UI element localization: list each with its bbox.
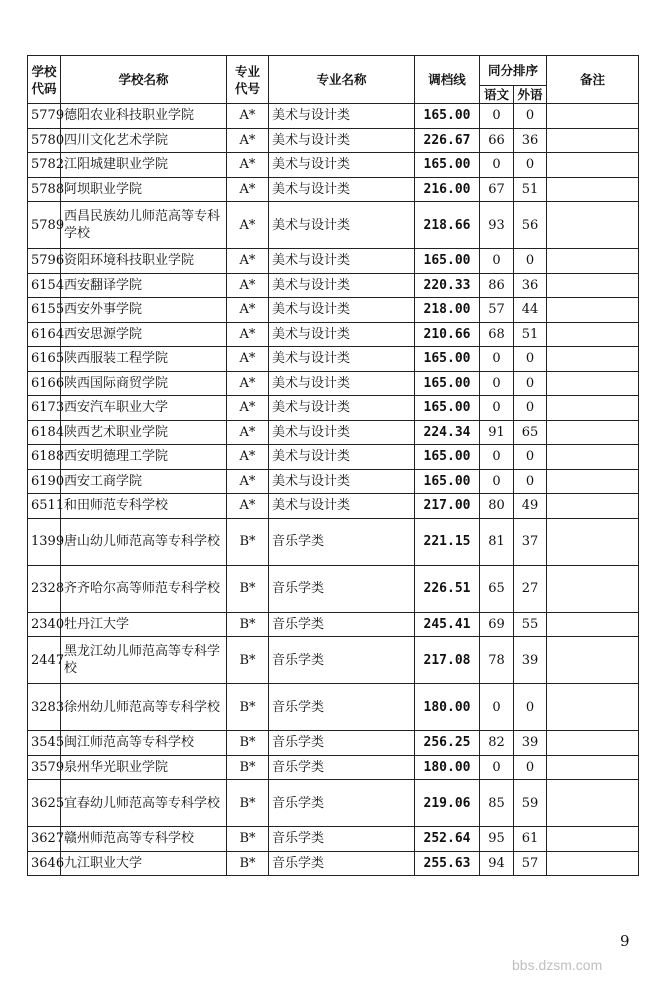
cell-foreign-rank: 57: [514, 851, 547, 876]
cell-major-name: 美术与设计类: [269, 469, 415, 494]
cell-school-code: 6166: [28, 371, 61, 396]
table-row: [28, 273, 639, 298]
cell-note: [547, 851, 639, 876]
cell-note: [547, 420, 639, 445]
table-row: [28, 420, 639, 445]
cell-foreign-rank: 0: [514, 396, 547, 421]
table-row: [28, 851, 639, 876]
cell-school-name: 陕西服装工程学院: [61, 347, 227, 372]
cell-school-name: 西安翻译学院: [61, 273, 227, 298]
cell-school-name: 和田师范专科学校: [61, 494, 227, 519]
cell-school-code: 2447: [28, 637, 61, 684]
table-row: [28, 494, 639, 519]
cell-school-code: 3627: [28, 827, 61, 852]
cell-score: 219.06: [415, 780, 480, 827]
cell-major-name: 美术与设计类: [269, 445, 415, 470]
cell-major-name: 美术与设计类: [269, 396, 415, 421]
table-row: [28, 249, 639, 274]
cell-chinese-rank: 66: [480, 128, 514, 153]
cell-school-code: 3625: [28, 780, 61, 827]
cell-school-code: 6155: [28, 298, 61, 323]
table-row: [28, 755, 639, 780]
cell-chinese-rank: 69: [480, 612, 514, 637]
cell-score: 218.66: [415, 202, 480, 249]
cell-school-code: 3545: [28, 731, 61, 756]
cell-note: [547, 565, 639, 612]
table-row: [28, 684, 639, 731]
table-row: [28, 637, 639, 684]
header-major-name: 专业名称: [269, 56, 415, 104]
cell-foreign-rank: 51: [514, 322, 547, 347]
cell-major-name: 美术与设计类: [269, 322, 415, 347]
cell-chinese-rank: 67: [480, 177, 514, 202]
cell-foreign-rank: 36: [514, 273, 547, 298]
cell-chinese-rank: 0: [480, 396, 514, 421]
cell-score: 217.08: [415, 637, 480, 684]
cell-major-name: 音乐学类: [269, 731, 415, 756]
cell-note: [547, 731, 639, 756]
cell-major-code: A*: [227, 371, 269, 396]
cell-school-name: 泉州华光职业学院: [61, 755, 227, 780]
cell-school-name: 黑龙江幼儿师范高等专科学校: [61, 637, 227, 684]
cell-foreign-rank: 44: [514, 298, 547, 323]
admission-table: [27, 55, 639, 876]
cell-chinese-rank: 0: [480, 684, 514, 731]
cell-note: [547, 494, 639, 519]
cell-score: 226.51: [415, 565, 480, 612]
cell-school-name: 西安外事学院: [61, 298, 227, 323]
cell-school-code: 6188: [28, 445, 61, 470]
cell-school-code: 6165: [28, 347, 61, 372]
cell-score: 165.00: [415, 249, 480, 274]
cell-major-name: 美术与设计类: [269, 371, 415, 396]
cell-score: 165.00: [415, 153, 480, 178]
cell-chinese-rank: 85: [480, 780, 514, 827]
cell-chinese-rank: 94: [480, 851, 514, 876]
cell-foreign-rank: 37: [514, 518, 547, 565]
cell-note: [547, 104, 639, 129]
cell-major-code: A*: [227, 153, 269, 178]
cell-score: 165.00: [415, 469, 480, 494]
cell-major-code: B*: [227, 827, 269, 852]
cell-major-code: A*: [227, 469, 269, 494]
cell-school-code: 6154: [28, 273, 61, 298]
header-foreign: 外语: [514, 86, 547, 104]
cell-foreign-rank: 0: [514, 469, 547, 494]
cell-note: [547, 371, 639, 396]
cell-major-name: 美术与设计类: [269, 273, 415, 298]
table-row: [28, 780, 639, 827]
cell-major-name: 音乐学类: [269, 827, 415, 852]
cell-school-code: 5788: [28, 177, 61, 202]
cell-school-name: 徐州幼儿师范高等专科学校: [61, 684, 227, 731]
cell-major-name: 美术与设计类: [269, 494, 415, 519]
cell-major-code: B*: [227, 851, 269, 876]
cell-school-name: 西安工商学院: [61, 469, 227, 494]
header-school-code: 学校代码: [28, 56, 61, 104]
cell-school-code: 6190: [28, 469, 61, 494]
cell-school-name: 牡丹江大学: [61, 612, 227, 637]
cell-score: 180.00: [415, 684, 480, 731]
cell-note: [547, 249, 639, 274]
cell-major-name: 美术与设计类: [269, 249, 415, 274]
cell-major-name: 音乐学类: [269, 518, 415, 565]
cell-school-code: 2340: [28, 612, 61, 637]
cell-note: [547, 637, 639, 684]
cell-score: 255.63: [415, 851, 480, 876]
cell-major-code: A*: [227, 298, 269, 323]
cell-major-code: A*: [227, 494, 269, 519]
table-row: [28, 518, 639, 565]
cell-major-code: B*: [227, 637, 269, 684]
cell-foreign-rank: 0: [514, 104, 547, 129]
header-school-name: 学校名称: [61, 56, 227, 104]
cell-note: [547, 396, 639, 421]
cell-school-name: 宜春幼儿师范高等专科学校: [61, 780, 227, 827]
cell-score: 210.66: [415, 322, 480, 347]
cell-note: [547, 322, 639, 347]
cell-major-name: 音乐学类: [269, 780, 415, 827]
table-row: [28, 128, 639, 153]
cell-school-code: 5796: [28, 249, 61, 274]
cell-major-code: A*: [227, 420, 269, 445]
cell-note: [547, 128, 639, 153]
cell-chinese-rank: 68: [480, 322, 514, 347]
cell-score: 180.00: [415, 755, 480, 780]
cell-note: [547, 755, 639, 780]
cell-score: 165.00: [415, 347, 480, 372]
table-row: [28, 347, 639, 372]
cell-major-code: A*: [227, 104, 269, 129]
cell-foreign-rank: 49: [514, 494, 547, 519]
cell-school-name: 四川文化艺术学院: [61, 128, 227, 153]
cell-score: 165.00: [415, 371, 480, 396]
cell-school-code: 3579: [28, 755, 61, 780]
cell-foreign-rank: 61: [514, 827, 547, 852]
cell-school-name: 赣州师范高等专科学校: [61, 827, 227, 852]
table-row: [28, 731, 639, 756]
cell-school-name: 闽江师范高等专科学校: [61, 731, 227, 756]
cell-score: 252.64: [415, 827, 480, 852]
table-row: [28, 445, 639, 470]
cell-school-code: 5789: [28, 202, 61, 249]
cell-note: [547, 202, 639, 249]
cell-school-code: 5779: [28, 104, 61, 129]
cell-school-name: 西安明德理工学院: [61, 445, 227, 470]
cell-school-code: 1399: [28, 518, 61, 565]
cell-foreign-rank: 0: [514, 445, 547, 470]
cell-major-name: 音乐学类: [269, 565, 415, 612]
cell-school-name: 唐山幼儿师范高等专科学校: [61, 518, 227, 565]
header-same-rank: 同分排序: [480, 56, 547, 86]
cell-major-code: A*: [227, 177, 269, 202]
cell-major-code: A*: [227, 128, 269, 153]
cell-school-name: 江阳城建职业学院: [61, 153, 227, 178]
cell-note: [547, 518, 639, 565]
cell-major-name: 美术与设计类: [269, 298, 415, 323]
cell-major-code: B*: [227, 612, 269, 637]
header-note: 备注: [547, 56, 639, 104]
cell-chinese-rank: 0: [480, 445, 514, 470]
cell-major-name: 音乐学类: [269, 851, 415, 876]
cell-note: [547, 684, 639, 731]
table-body: [28, 104, 639, 876]
cell-note: [547, 273, 639, 298]
cell-school-code: 3283: [28, 684, 61, 731]
cell-note: [547, 347, 639, 372]
cell-school-name: 资阳环境科技职业学院: [61, 249, 227, 274]
table-row: [28, 612, 639, 637]
cell-chinese-rank: 0: [480, 104, 514, 129]
header-chinese: 语文: [480, 86, 514, 104]
cell-score: 256.25: [415, 731, 480, 756]
cell-major-code: A*: [227, 347, 269, 372]
cell-major-code: A*: [227, 249, 269, 274]
cell-score: 217.00: [415, 494, 480, 519]
cell-school-name: 德阳农业科技职业学院: [61, 104, 227, 129]
cell-major-name: 音乐学类: [269, 755, 415, 780]
header-major-code: 专业代号: [227, 56, 269, 104]
cell-foreign-rank: 59: [514, 780, 547, 827]
cell-note: [547, 612, 639, 637]
cell-school-code: 6173: [28, 396, 61, 421]
table-row: [28, 371, 639, 396]
cell-score: 220.33: [415, 273, 480, 298]
cell-note: [547, 469, 639, 494]
cell-major-code: B*: [227, 518, 269, 565]
cell-major-name: 美术与设计类: [269, 177, 415, 202]
table-row: [28, 104, 639, 129]
cell-score: 245.41: [415, 612, 480, 637]
cell-foreign-rank: 36: [514, 128, 547, 153]
cell-major-code: B*: [227, 755, 269, 780]
cell-note: [547, 780, 639, 827]
cell-chinese-rank: 0: [480, 755, 514, 780]
cell-school-code: 3646: [28, 851, 61, 876]
cell-chinese-rank: 0: [480, 371, 514, 396]
cell-major-code: B*: [227, 684, 269, 731]
cell-chinese-rank: 65: [480, 565, 514, 612]
cell-major-name: 音乐学类: [269, 637, 415, 684]
cell-major-name: 音乐学类: [269, 612, 415, 637]
cell-chinese-rank: 91: [480, 420, 514, 445]
page-number: 9: [620, 932, 630, 950]
cell-school-code: 5782: [28, 153, 61, 178]
cell-foreign-rank: 51: [514, 177, 547, 202]
cell-score: 224.34: [415, 420, 480, 445]
table-row: [28, 177, 639, 202]
cell-school-name: 九江职业大学: [61, 851, 227, 876]
cell-foreign-rank: 0: [514, 249, 547, 274]
cell-note: [547, 827, 639, 852]
cell-school-name: 阿坝职业学院: [61, 177, 227, 202]
cell-major-code: A*: [227, 396, 269, 421]
cell-note: [547, 445, 639, 470]
cell-chinese-rank: 82: [480, 731, 514, 756]
cell-school-name: 西安思源学院: [61, 322, 227, 347]
table-row: [28, 202, 639, 249]
cell-school-code: 5780: [28, 128, 61, 153]
cell-foreign-rank: 27: [514, 565, 547, 612]
cell-foreign-rank: 39: [514, 731, 547, 756]
cell-foreign-rank: 0: [514, 684, 547, 731]
cell-note: [547, 177, 639, 202]
cell-foreign-rank: 55: [514, 612, 547, 637]
cell-major-code: A*: [227, 322, 269, 347]
cell-score: 165.00: [415, 104, 480, 129]
cell-chinese-rank: 0: [480, 347, 514, 372]
cell-score: 226.67: [415, 128, 480, 153]
cell-major-name: 美术与设计类: [269, 128, 415, 153]
cell-school-name: 齐齐哈尔高等师范专科学校: [61, 565, 227, 612]
cell-foreign-rank: 39: [514, 637, 547, 684]
cell-score: 216.00: [415, 177, 480, 202]
table-row: [28, 565, 639, 612]
cell-school-code: 2328: [28, 565, 61, 612]
cell-foreign-rank: 0: [514, 347, 547, 372]
cell-chinese-rank: 93: [480, 202, 514, 249]
cell-school-code: 6164: [28, 322, 61, 347]
table-row: [28, 298, 639, 323]
cell-major-name: 美术与设计类: [269, 347, 415, 372]
table-row: [28, 469, 639, 494]
cell-chinese-rank: 81: [480, 518, 514, 565]
cell-chinese-rank: 0: [480, 153, 514, 178]
cell-major-code: A*: [227, 273, 269, 298]
cell-chinese-rank: 0: [480, 469, 514, 494]
site-watermark: bbs.dzsm.com: [512, 957, 603, 973]
cell-foreign-rank: 0: [514, 371, 547, 396]
cell-major-name: 美术与设计类: [269, 420, 415, 445]
cell-note: [547, 298, 639, 323]
cell-major-name: 音乐学类: [269, 684, 415, 731]
cell-score: 165.00: [415, 396, 480, 421]
header-score: 调档线: [415, 56, 480, 104]
cell-score: 165.00: [415, 445, 480, 470]
cell-school-name: 西安汽车职业大学: [61, 396, 227, 421]
cell-foreign-rank: 65: [514, 420, 547, 445]
cell-school-name: 陕西艺术职业学院: [61, 420, 227, 445]
cell-major-code: B*: [227, 780, 269, 827]
cell-school-code: 6184: [28, 420, 61, 445]
cell-foreign-rank: 0: [514, 755, 547, 780]
cell-major-code: A*: [227, 202, 269, 249]
cell-school-name: 西昌民族幼儿师范高等专科学校: [61, 202, 227, 249]
cell-major-code: B*: [227, 565, 269, 612]
cell-score: 221.15: [415, 518, 480, 565]
cell-major-code: B*: [227, 731, 269, 756]
cell-major-name: 美术与设计类: [269, 153, 415, 178]
cell-school-code: 6511: [28, 494, 61, 519]
cell-major-name: 美术与设计类: [269, 104, 415, 129]
cell-chinese-rank: 86: [480, 273, 514, 298]
cell-note: [547, 153, 639, 178]
table-row: [28, 827, 639, 852]
cell-chinese-rank: 95: [480, 827, 514, 852]
cell-score: 218.00: [415, 298, 480, 323]
cell-chinese-rank: 78: [480, 637, 514, 684]
table-row: [28, 322, 639, 347]
cell-major-name: 美术与设计类: [269, 202, 415, 249]
table-row: [28, 153, 639, 178]
cell-chinese-rank: 57: [480, 298, 514, 323]
cell-major-code: A*: [227, 445, 269, 470]
cell-chinese-rank: 80: [480, 494, 514, 519]
cell-foreign-rank: 56: [514, 202, 547, 249]
table-row: [28, 396, 639, 421]
cell-foreign-rank: 0: [514, 153, 547, 178]
cell-school-name: 陕西国际商贸学院: [61, 371, 227, 396]
cell-chinese-rank: 0: [480, 249, 514, 274]
